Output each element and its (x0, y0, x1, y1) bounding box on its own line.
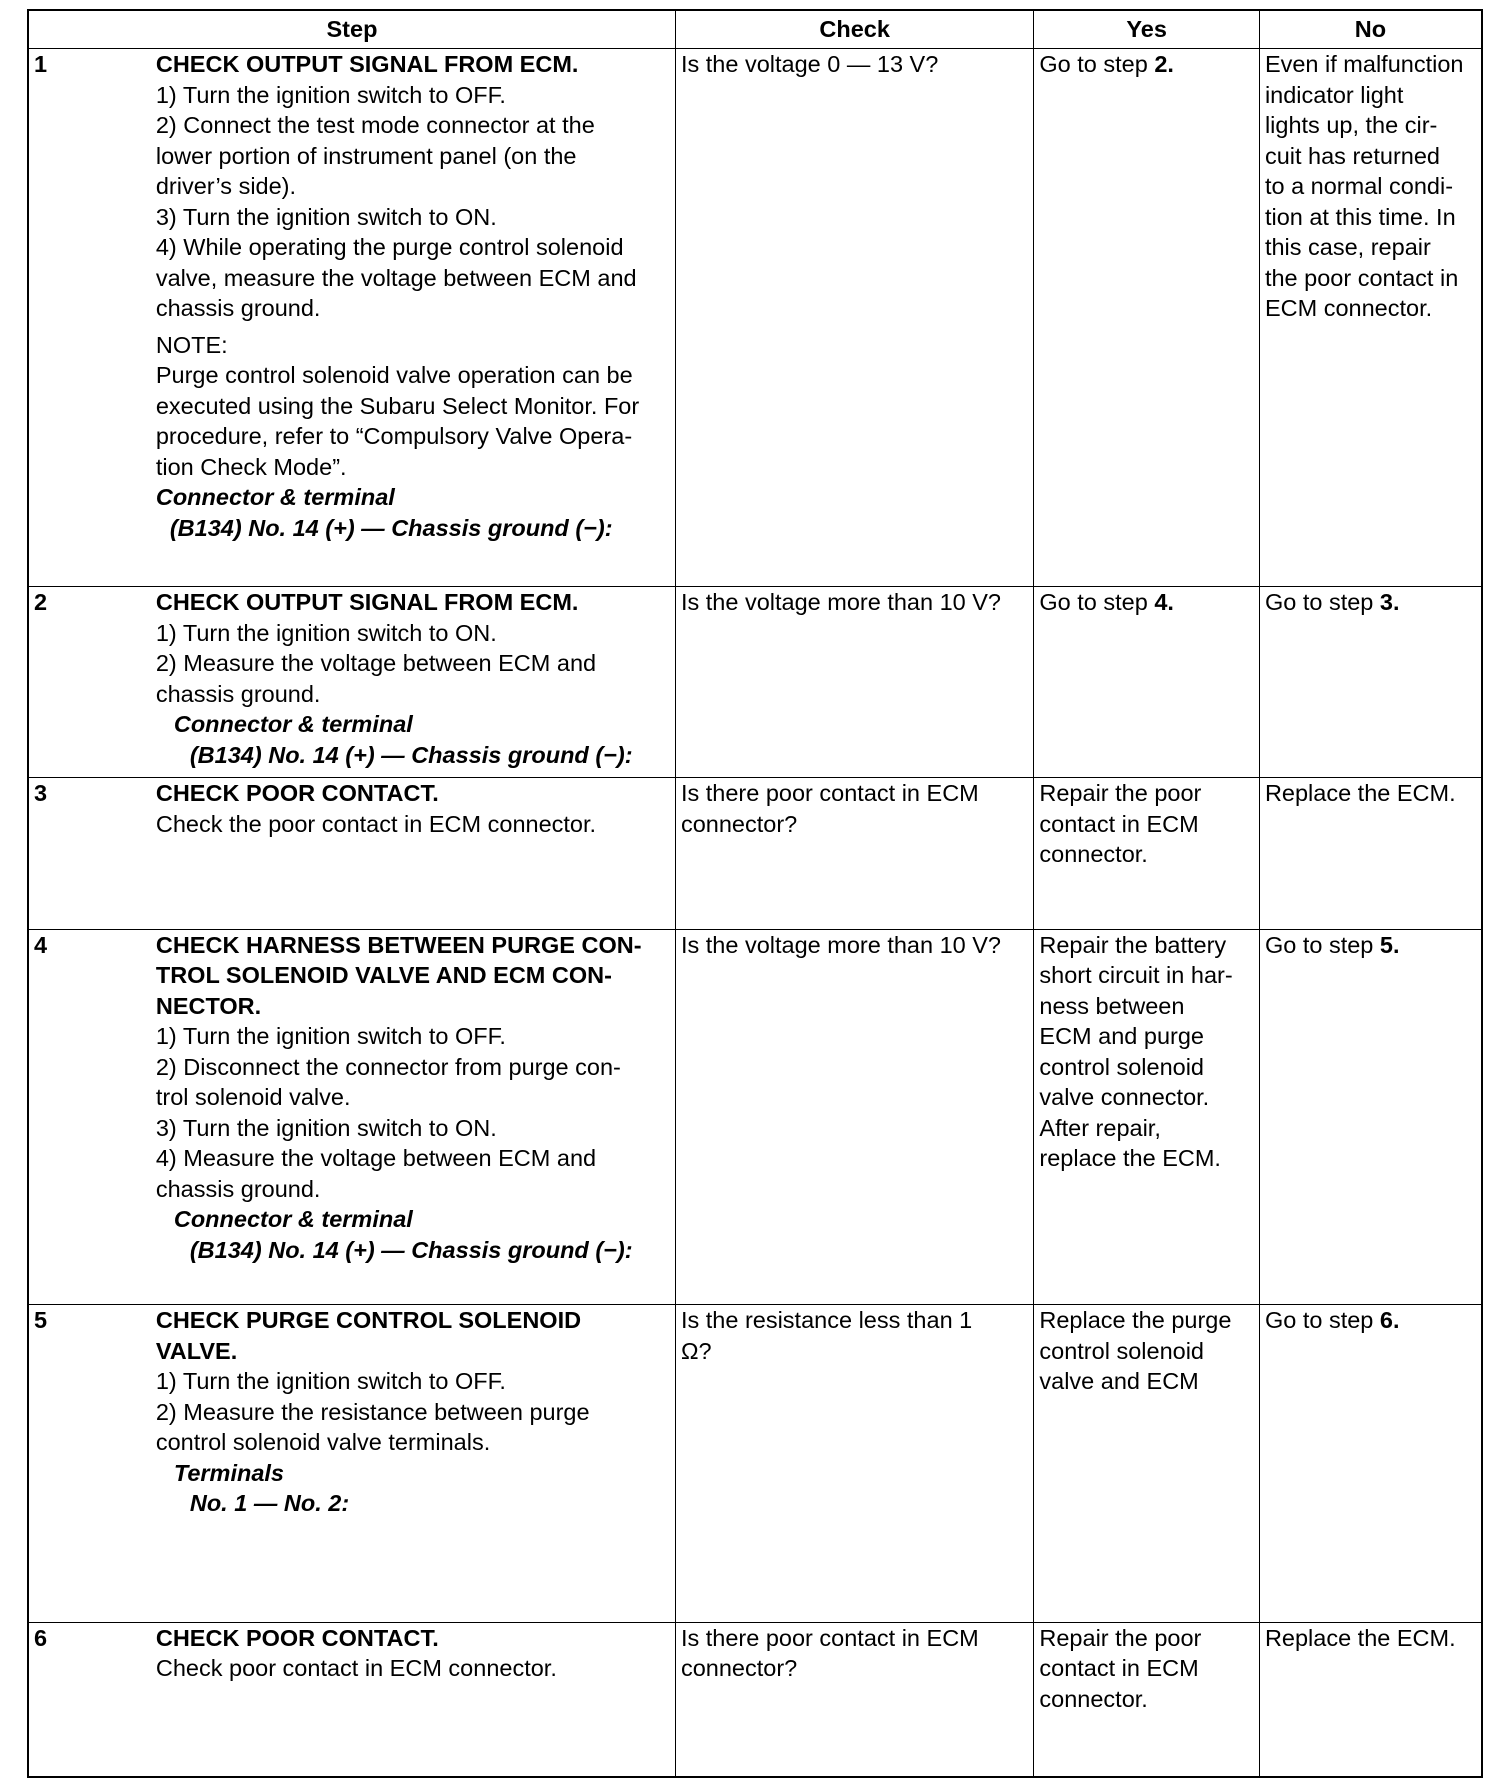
header-no: No (1259, 10, 1482, 49)
yes-action-text: Go to step (1039, 589, 1155, 616)
step-title: CHECK POOR CONTACT. (155, 1624, 439, 1651)
procedure-line: chassis ground. (155, 295, 321, 321)
yes-action-line: control solenoid (1039, 1337, 1204, 1364)
yes-cell (1034, 1305, 1260, 1622)
yes-action-line: contact in ECM (1039, 810, 1199, 837)
no-action-line: to a normal condi- (1264, 173, 1454, 199)
terminal-spec: No. 1 — No. 2: (189, 1490, 350, 1517)
step-number: 5 (28, 1305, 155, 1622)
procedure-line: 1) Turn the ignition switch to ON. (155, 619, 497, 646)
terminal-spec: (B134) No. 14 (+) — Chassis ground (−): (169, 514, 613, 541)
step-title-line: CHECK HARNESS BETWEEN PURGE CON- (155, 931, 642, 958)
yes-action-line: Repair the battery (1039, 931, 1227, 958)
no-action (1265, 1305, 1476, 1336)
yes-action (1039, 587, 1254, 618)
check-question: Is there poor contact in ECM connector? (680, 780, 979, 837)
no-cell (1259, 49, 1482, 587)
step-cell (155, 929, 676, 1305)
no-action (1265, 587, 1476, 618)
procedure-line: 2) Connect the test mode connector at the (155, 112, 595, 138)
header-step: Step (28, 10, 675, 49)
procedure-line: trol solenoid valve. (155, 1084, 351, 1111)
yes-action-line: Repair the poor (1039, 780, 1202, 807)
procedure-line: lower portion of instrument panel (on the (155, 142, 577, 169)
yes-action-line: connector. (1039, 841, 1148, 868)
step-number: 1 (28, 49, 155, 587)
yes-action-line: short circuit in har- (1039, 962, 1233, 989)
terminal-spec: (B134) No. 14 (+) — Chassis ground (−): (189, 1236, 633, 1263)
step-title: CHECK OUTPUT SIGNAL FROM ECM. (155, 589, 579, 616)
no-cell (1259, 587, 1482, 778)
no-cell (1259, 1305, 1482, 1622)
yes-action-line: valve connector. (1039, 1084, 1210, 1111)
procedure-line: Check poor contact in ECM connector. (155, 1655, 557, 1682)
note-line: procedure, refer to “Compulsory Valve Opera- (155, 423, 633, 449)
yes-action-line: Replace the purge (1039, 1307, 1232, 1334)
no-action-line: Even if malfunction (1264, 51, 1464, 77)
no-action-text: Go to step (1264, 1307, 1380, 1334)
terminal-heading: Connector & terminal (173, 1206, 413, 1233)
yes-action-line: valve and ECM (1039, 1368, 1199, 1395)
note-line: tion Check Mode”. (155, 453, 347, 480)
yes-action-line: control solenoid (1039, 1053, 1204, 1080)
step-cell (155, 49, 676, 587)
yes-cell (1034, 587, 1260, 778)
procedure-line: 2) Measure the voltage between ECM and (155, 650, 597, 677)
table-row (28, 1305, 1482, 1622)
yes-action (1039, 49, 1254, 80)
no-action-line: ECM connector. (1264, 295, 1433, 321)
step-number: 3 (28, 778, 155, 930)
step-title: CHECK POOR CONTACT. (155, 780, 439, 807)
step-title-line: NECTOR. (155, 992, 262, 1019)
procedure-line: 4) While operating the purge control solenoid (155, 234, 624, 260)
table-row (28, 1622, 1482, 1777)
table-row (28, 49, 1482, 587)
yes-action-text: Go to step (1039, 51, 1155, 77)
yes-action-line: contact in ECM (1039, 1655, 1199, 1682)
no-step-number: 6. (1379, 1307, 1400, 1334)
no-action-line: cuit has returned (1264, 142, 1440, 169)
check-cell (675, 587, 1033, 778)
no-action-line: the poor contact in (1264, 264, 1459, 291)
no-action: Replace the ECM. (1264, 1624, 1456, 1651)
diagnostic-table (27, 9, 1483, 1778)
procedure-line: 3) Turn the ignition switch to ON. (155, 1114, 497, 1141)
check-question-line: Is the resistance less than 1 (680, 1307, 973, 1334)
step-number: 2 (28, 587, 155, 778)
table-row (28, 929, 1482, 1305)
step-title-line: TROL SOLENOID VALVE AND ECM CON- (155, 962, 612, 989)
check-cell (675, 929, 1033, 1305)
check-question: Is the voltage more than 10 V? (680, 589, 1001, 616)
terminal-heading: Connector & terminal (173, 711, 413, 738)
no-cell (1259, 778, 1482, 930)
procedure-line: control solenoid valve terminals. (155, 1429, 491, 1456)
step-title-line: CHECK PURGE CONTROL SOLENOID (155, 1307, 582, 1334)
step-number: 6 (28, 1622, 155, 1777)
check-question: Is there poor contact in ECM connector? (680, 1624, 979, 1682)
step-cell (155, 1305, 676, 1622)
no-action-line: tion at this time. In (1264, 203, 1456, 230)
no-cell (1259, 929, 1482, 1305)
procedure-line: 1) Turn the ignition switch to OFF. (155, 81, 506, 108)
no-action: Replace the ECM. (1264, 780, 1456, 807)
note-label: NOTE: (155, 331, 228, 358)
no-action-line: this case, repair (1264, 234, 1431, 260)
step-cell (155, 1622, 676, 1777)
diagnostic-procedure-page (27, 9, 1483, 1778)
no-cell (1259, 1622, 1482, 1777)
check-question: Is the voltage more than 10 V? (680, 931, 1001, 958)
step-title: CHECK OUTPUT SIGNAL FROM ECM. (155, 51, 579, 77)
table-row (28, 778, 1482, 930)
procedure-line: 2) Measure the resistance between purge (155, 1398, 590, 1425)
no-action-text: Go to step (1264, 931, 1380, 958)
yes-action-line: replace the ECM. (1039, 1145, 1221, 1172)
yes-action-line: Repair the poor (1039, 1624, 1202, 1651)
procedure-line: 2) Disconnect the connector from purge con- (155, 1053, 621, 1080)
note-line: Purge control solenoid valve operation can be (155, 362, 633, 388)
procedure-line: chassis ground. (155, 680, 321, 707)
no-action-line: indicator light (1264, 81, 1404, 108)
terminal-heading: Connector & terminal (155, 484, 395, 510)
no-action-text: Go to step (1264, 589, 1380, 616)
procedure-line: Check the poor contact in ECM connector. (155, 810, 597, 837)
yes-action-line: ECM and purge (1039, 1023, 1204, 1050)
no-action (1265, 930, 1476, 961)
procedure-line: valve, measure the voltage between ECM and (155, 264, 637, 291)
step-title-line: VALVE. (155, 1337, 238, 1364)
check-question: Is the voltage 0 — 13 V? (680, 51, 939, 77)
procedure-line: 1) Turn the ignition switch to OFF. (155, 1023, 506, 1050)
header-check: Check (675, 10, 1033, 49)
header-yes: Yes (1034, 10, 1260, 49)
table-row (28, 587, 1482, 778)
yes-cell (1034, 778, 1260, 930)
yes-action-line: connector. (1039, 1685, 1148, 1712)
note-line: executed using the Subaru Select Monitor. For (155, 392, 640, 419)
yes-action-line: ness between (1039, 992, 1185, 1019)
terminal-heading: Terminals (173, 1459, 285, 1486)
no-step-number: 3. (1379, 589, 1400, 616)
yes-cell (1034, 1622, 1260, 1777)
procedure-line: driver’s side). (155, 173, 297, 199)
yes-step-number: 4. (1154, 589, 1174, 616)
yes-cell (1034, 49, 1260, 587)
procedure-line: 1) Turn the ignition switch to OFF. (155, 1368, 506, 1395)
no-action-line: lights up, the cir- (1264, 112, 1438, 138)
table-header-row (28, 10, 1482, 49)
procedure-line: 3) Turn the ignition switch to ON. (155, 203, 497, 230)
step-cell (155, 778, 676, 930)
procedure-line: 4) Measure the voltage between ECM and (155, 1145, 597, 1172)
check-cell (675, 49, 1033, 587)
check-cell (675, 1622, 1033, 1777)
yes-cell (1034, 929, 1260, 1305)
step-number: 4 (28, 929, 155, 1305)
yes-action-line: After repair, (1039, 1114, 1161, 1141)
terminal-spec: (B134) No. 14 (+) — Chassis ground (−): (189, 741, 633, 768)
yes-step-number: 2. (1154, 51, 1174, 77)
step-cell (155, 587, 676, 778)
check-cell (675, 1305, 1033, 1622)
check-cell (675, 778, 1033, 930)
no-step-number: 5. (1379, 931, 1400, 958)
check-question-line: Ω? (680, 1337, 712, 1364)
procedure-line: chassis ground. (155, 1175, 321, 1202)
